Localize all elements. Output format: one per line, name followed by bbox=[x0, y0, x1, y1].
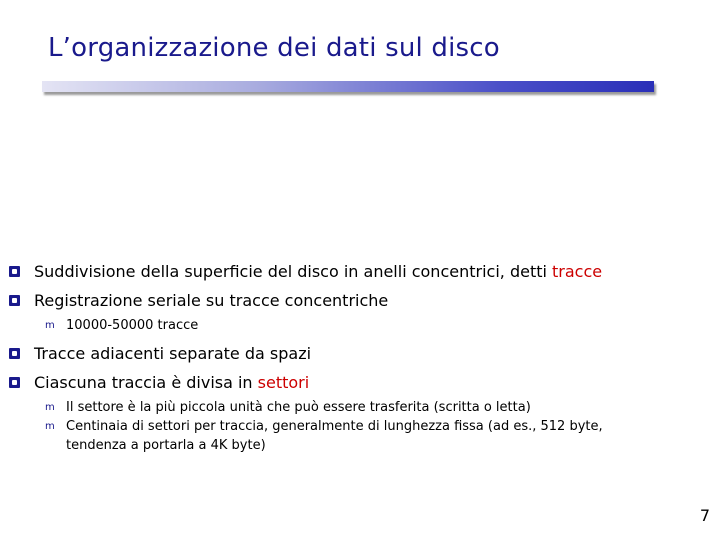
bullet-item bbox=[0, 262, 720, 282]
bullet-item bbox=[0, 373, 720, 393]
highlighted-term: tracce bbox=[552, 262, 603, 281]
sub-bullet-continuation bbox=[0, 436, 720, 455]
bullet-text: Tracce adiacenti separate da spazi bbox=[34, 344, 312, 363]
page-number: 7 bbox=[699, 506, 710, 525]
sub-bullet-list bbox=[0, 398, 720, 455]
checkbox-square-icon bbox=[9, 266, 20, 277]
sub-bullet-list bbox=[0, 316, 720, 335]
highlighted-term: settori bbox=[257, 373, 310, 392]
checkbox-square-icon bbox=[9, 348, 20, 359]
sub-bullet-text: Centinaia di settori per traccia, generalmente di lunghezza fissa (ad es., 512 byte, bbox=[66, 419, 603, 434]
bullet-text: Registrazione seriale su tracce concentriche bbox=[34, 291, 389, 310]
sub-bullet-text: 10000-50000 tracce bbox=[66, 318, 199, 333]
checkbox-square-icon bbox=[9, 295, 20, 306]
sub-bullet-item bbox=[0, 316, 720, 335]
bullet-item bbox=[0, 291, 720, 311]
title-underline-bar bbox=[42, 81, 654, 92]
sub-bullet-text: Il settore è la più piccola unità che può essere trasferita (scritta o letta) bbox=[66, 400, 531, 415]
m-dash-icon: m bbox=[45, 402, 55, 413]
sub-bullet-item bbox=[0, 417, 720, 436]
m-dash-icon: m bbox=[45, 320, 55, 331]
slide-title: L’organizzazione dei dati sul disco bbox=[48, 33, 500, 63]
sub-bullet-text: tendenza a portarla a 4K byte) bbox=[66, 438, 266, 453]
bullet-list bbox=[0, 262, 720, 464]
bullet-text: Ciascuna traccia è divisa in bbox=[34, 373, 258, 392]
checkbox-square-icon bbox=[9, 377, 20, 388]
bullet-item bbox=[0, 344, 720, 364]
m-dash-icon: m bbox=[45, 421, 55, 432]
bullet-text: Suddivisione della superficie del disco in anelli concentrici, detti bbox=[34, 262, 553, 281]
sub-bullet-item bbox=[0, 398, 720, 417]
